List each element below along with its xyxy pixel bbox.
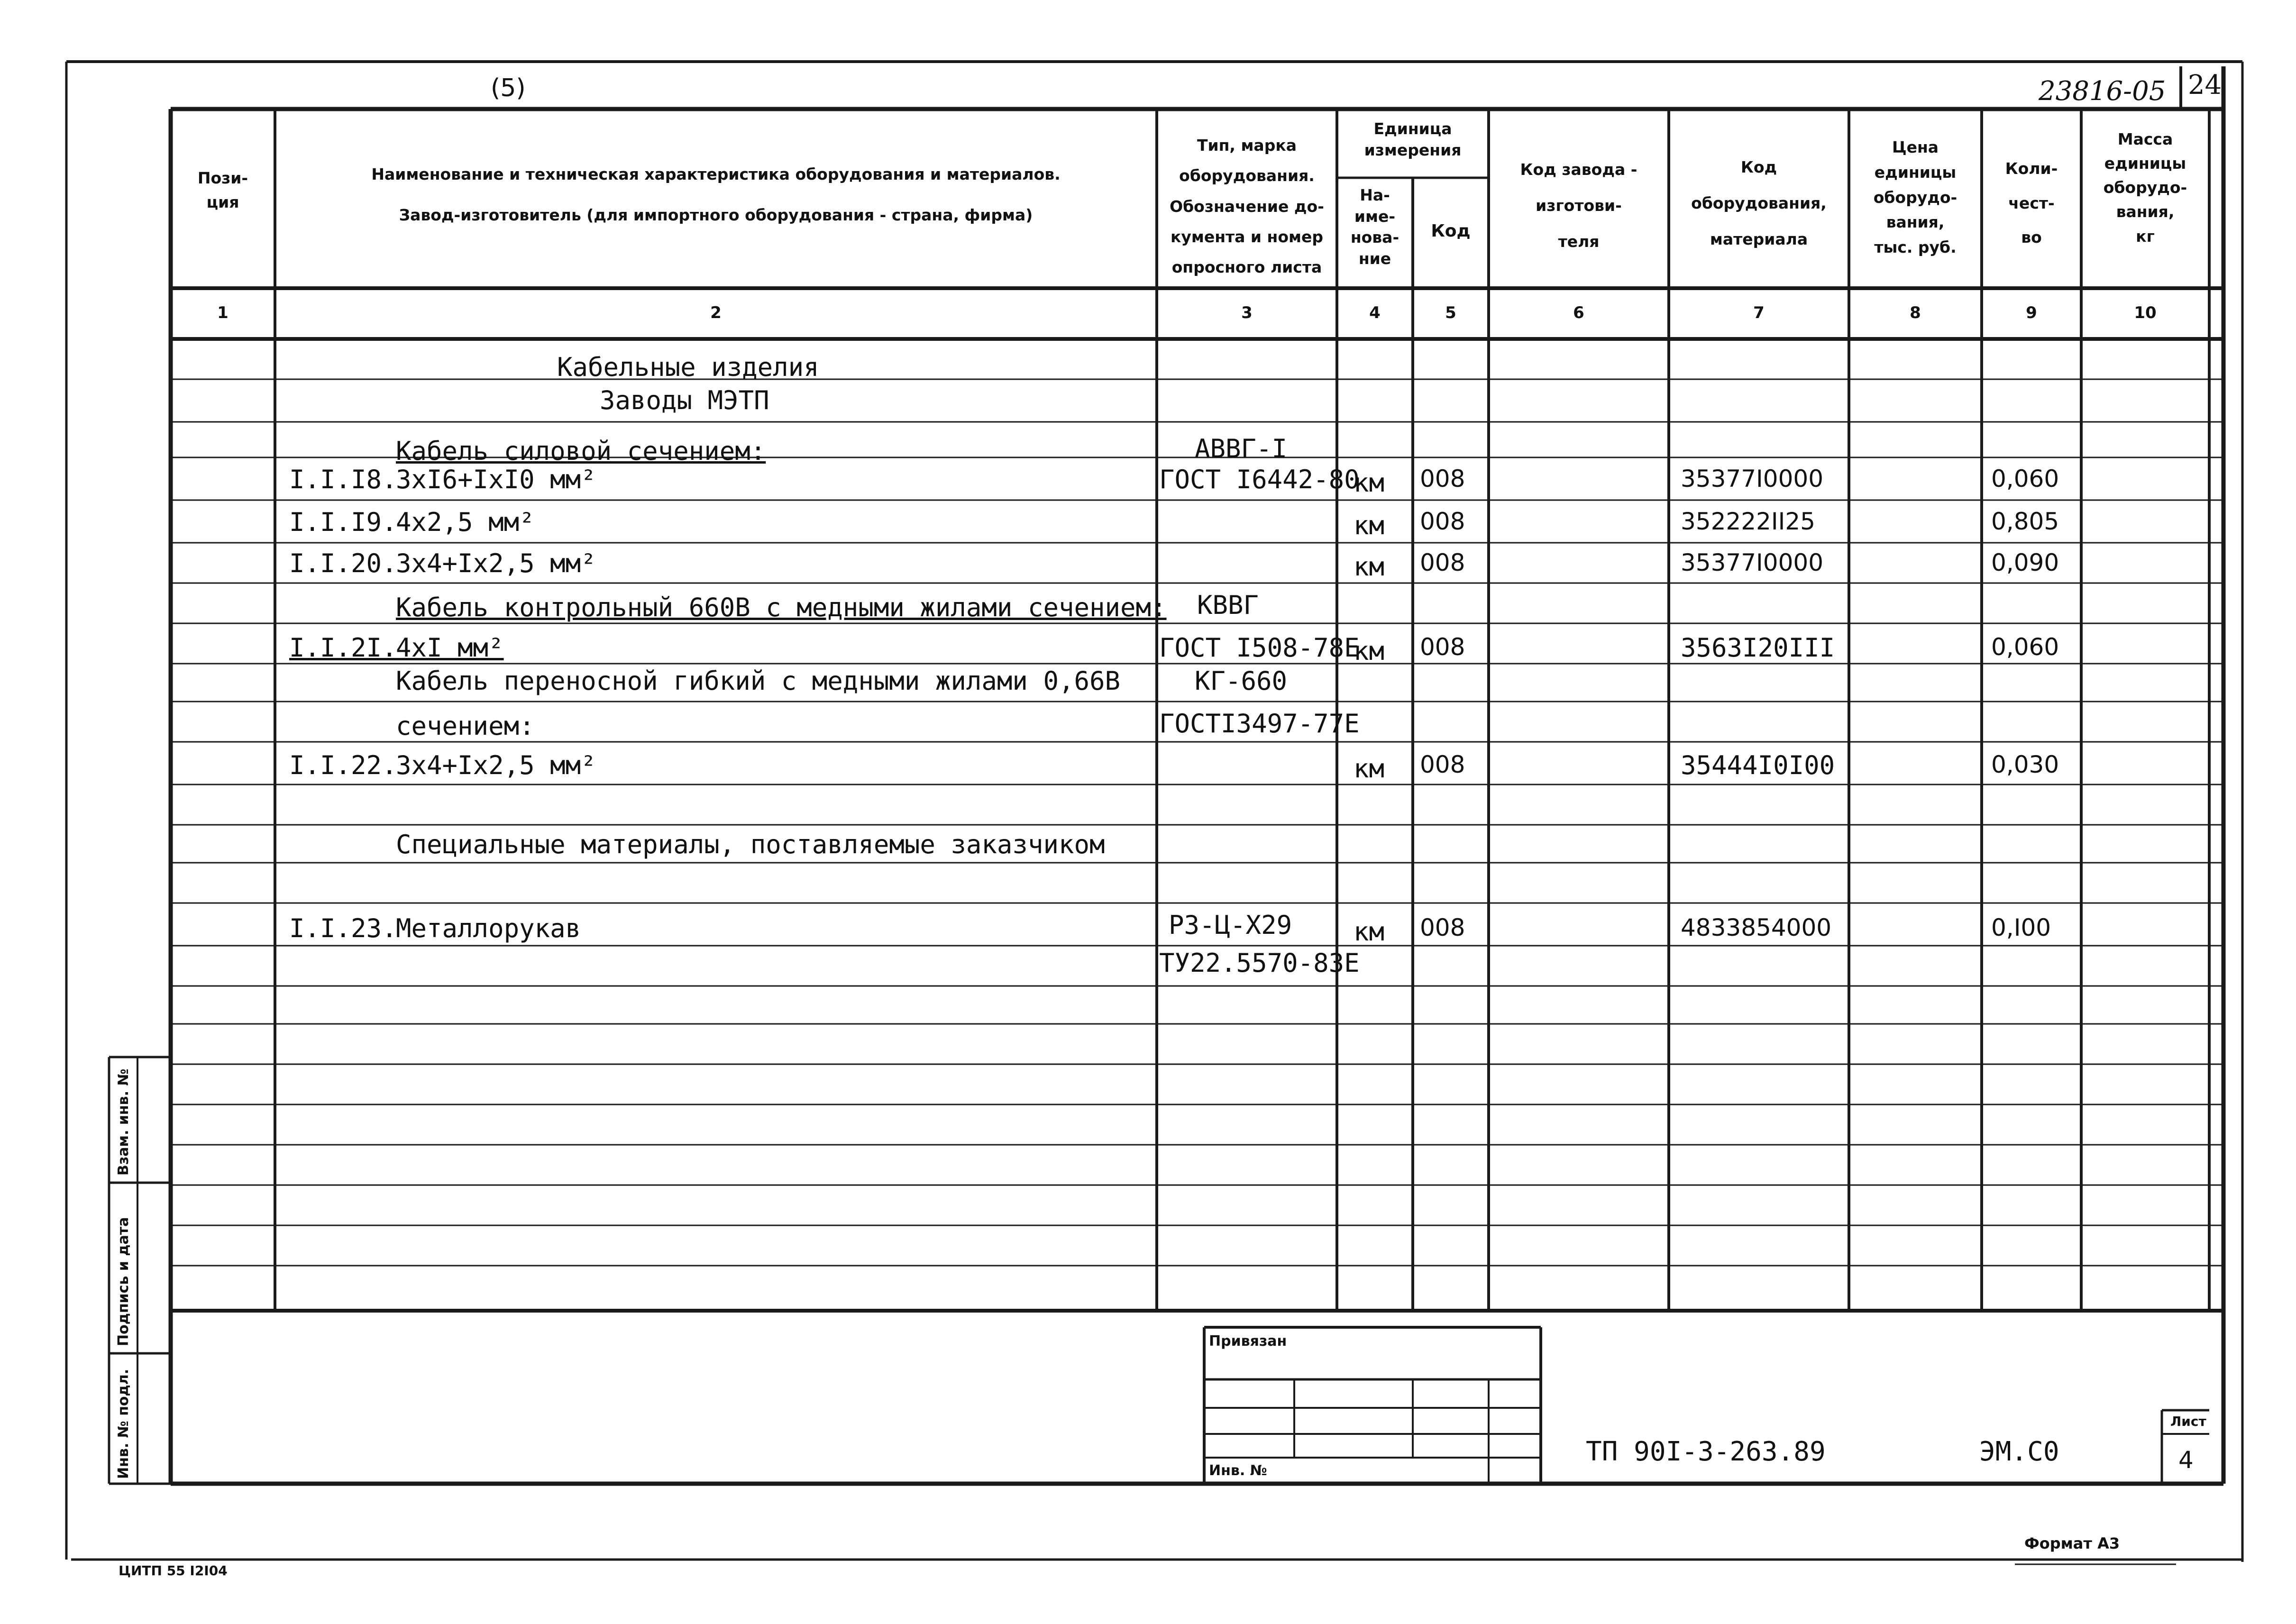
row-unit: км [1354, 917, 1385, 947]
stamp-sheet-label: Лист [2170, 1414, 2206, 1429]
row-pos: I.I.23. [289, 913, 397, 943]
col-num-1: 1 [217, 303, 229, 322]
row-pos: I.I.I8. [289, 465, 397, 494]
col-title-4: На- име- нова- ние [1350, 186, 1400, 268]
row-equip-code: 352222II25 [1681, 508, 1815, 535]
row-unit-code: 008 [1420, 508, 1465, 535]
row-qty: 0,090 [1991, 549, 2059, 576]
row-qty: 0,805 [1991, 508, 2059, 535]
row-unit: км [1354, 754, 1385, 784]
row-equip-code: 4833854000 [1681, 914, 1832, 941]
page-ref: (5) [491, 74, 526, 102]
col-num-7: 7 [1753, 303, 1765, 322]
col-title-5: Код [1431, 221, 1471, 241]
row-unit-code: 008 [1420, 465, 1465, 493]
row-qty: 0,I00 [1991, 914, 2051, 941]
col-num-8: 8 [1910, 303, 1921, 322]
col-num-6: 6 [1573, 303, 1584, 322]
row-type: КВВГ [1197, 590, 1259, 620]
col-num-5: 5 [1445, 303, 1456, 322]
row-qty: 0,060 [1991, 465, 2059, 493]
row-type: ТУ22.5570-83Е [1159, 948, 1360, 978]
side-label-vzam: Взам. инв. № [115, 1068, 132, 1176]
unit-group-title: Единица измерения [1364, 119, 1462, 159]
row-type: КГ-660 [1195, 666, 1288, 696]
col-num-3: 3 [1241, 303, 1253, 322]
row-name: 3хI6+IхI0 мм² [396, 465, 596, 494]
row-type: ГОСТ I508-78Е [1159, 633, 1360, 663]
col-num-10: 10 [2134, 303, 2157, 322]
col-num-4: 4 [1369, 303, 1381, 322]
col-title-10: Масса единицы оборудо- вания, кг [2103, 130, 2187, 246]
col-num-2: 2 [710, 303, 722, 322]
section-subheading: Заводы МЭТП [600, 385, 769, 415]
col-title-2: Наименование и техническая характеристика оборудования и материалов. Завод-изготовитель (для импортного оборудования - страна, фирма) [371, 165, 1061, 224]
row-unit-code: 008 [1420, 633, 1465, 661]
row-name: Металлорукав [396, 913, 581, 943]
row-pos: I.I.22. [289, 750, 397, 780]
row-unit-code: 008 [1420, 914, 1465, 941]
row-unit-code: 008 [1420, 549, 1465, 576]
row-equip-code: 35377I0000 [1681, 465, 1824, 493]
row-name: 4х2,5 мм² [396, 507, 535, 537]
stamp-sheet-number: 4 [2178, 1446, 2194, 1474]
col-title-7: Код оборудования, материала [1691, 158, 1827, 248]
row-type: ГОСТ I6442-80 [1159, 465, 1360, 494]
col-title-1: Пози- ция [197, 169, 248, 212]
stamp-privyazan: Привязан [1209, 1333, 1287, 1350]
row-name: сечением: [396, 711, 535, 741]
stamp-inv-no: Инв. № [1209, 1462, 1267, 1479]
row-name: 3х4+Iх2,5 мм² [396, 750, 596, 780]
row-type: АВВГ-I [1195, 434, 1288, 464]
row-name: Специальные материалы, поставляемые заказчиком [396, 830, 1105, 859]
row-type: ГОСТI3497-77Е [1159, 709, 1360, 739]
row-unit: км [1354, 636, 1385, 666]
side-label-podpis: Подпись и дата [115, 1217, 132, 1346]
col-num-9: 9 [2026, 303, 2037, 322]
row-qty: 0,060 [1991, 633, 2059, 661]
row-unit-code: 008 [1420, 751, 1465, 778]
stamp-section: ЭМ.С0 [1979, 1436, 2059, 1467]
row-pos: I.I.I9. [289, 507, 397, 537]
footer-format: Формат А3 [2024, 1534, 2120, 1552]
row-name: Кабель переносной гибкий с медными жилами 0,66В [396, 666, 1121, 696]
side-label-inv-podl: Инв. № подл. [115, 1369, 132, 1479]
row-unit: км [1354, 511, 1385, 540]
row-pos: I.I.20. [289, 548, 397, 578]
col-title-6: Код завода - изготови- теля [1520, 160, 1637, 251]
stamp-doc-code: ТП 90I-3-263.89 [1586, 1436, 1826, 1467]
row-pos: I.I.2I. [289, 633, 397, 663]
sheet-corner-number: 24 [2188, 70, 2222, 100]
row-name: Кабель контрольный 660В с медными жилами сечением: [396, 593, 1167, 622]
section-heading: Кабельные изделия [557, 352, 819, 382]
footer-bottom-code: ЦИТП 55 I2I04 [119, 1563, 228, 1578]
doc-number-handwritten: 23816-05 [2039, 76, 2166, 107]
row-equip-code: 3563I20III [1681, 633, 1835, 663]
col-title-3: Тип, марка оборудования. Обозначение до- кумента и номер опросного листа [1170, 136, 1324, 277]
row-unit: км [1354, 552, 1385, 582]
row-equip-code: 35377I0000 [1681, 549, 1824, 576]
row-type: РЗ-Ц-Х29 [1169, 910, 1292, 940]
row-name: 3х4+Iх2,5 мм² [396, 548, 596, 578]
row-equip-code: 35444I0I00 [1681, 750, 1835, 780]
row-qty: 0,030 [1991, 751, 2059, 778]
col-title-9: Коли- чест- во [2005, 159, 2058, 247]
row-name: 4хI мм² [396, 633, 504, 663]
col-title-8: Цена единицы оборудо- вания, тыс. руб. [1873, 138, 1958, 257]
row-name: Кабель силовой сечением: [396, 436, 766, 466]
row-unit: км [1354, 468, 1385, 498]
